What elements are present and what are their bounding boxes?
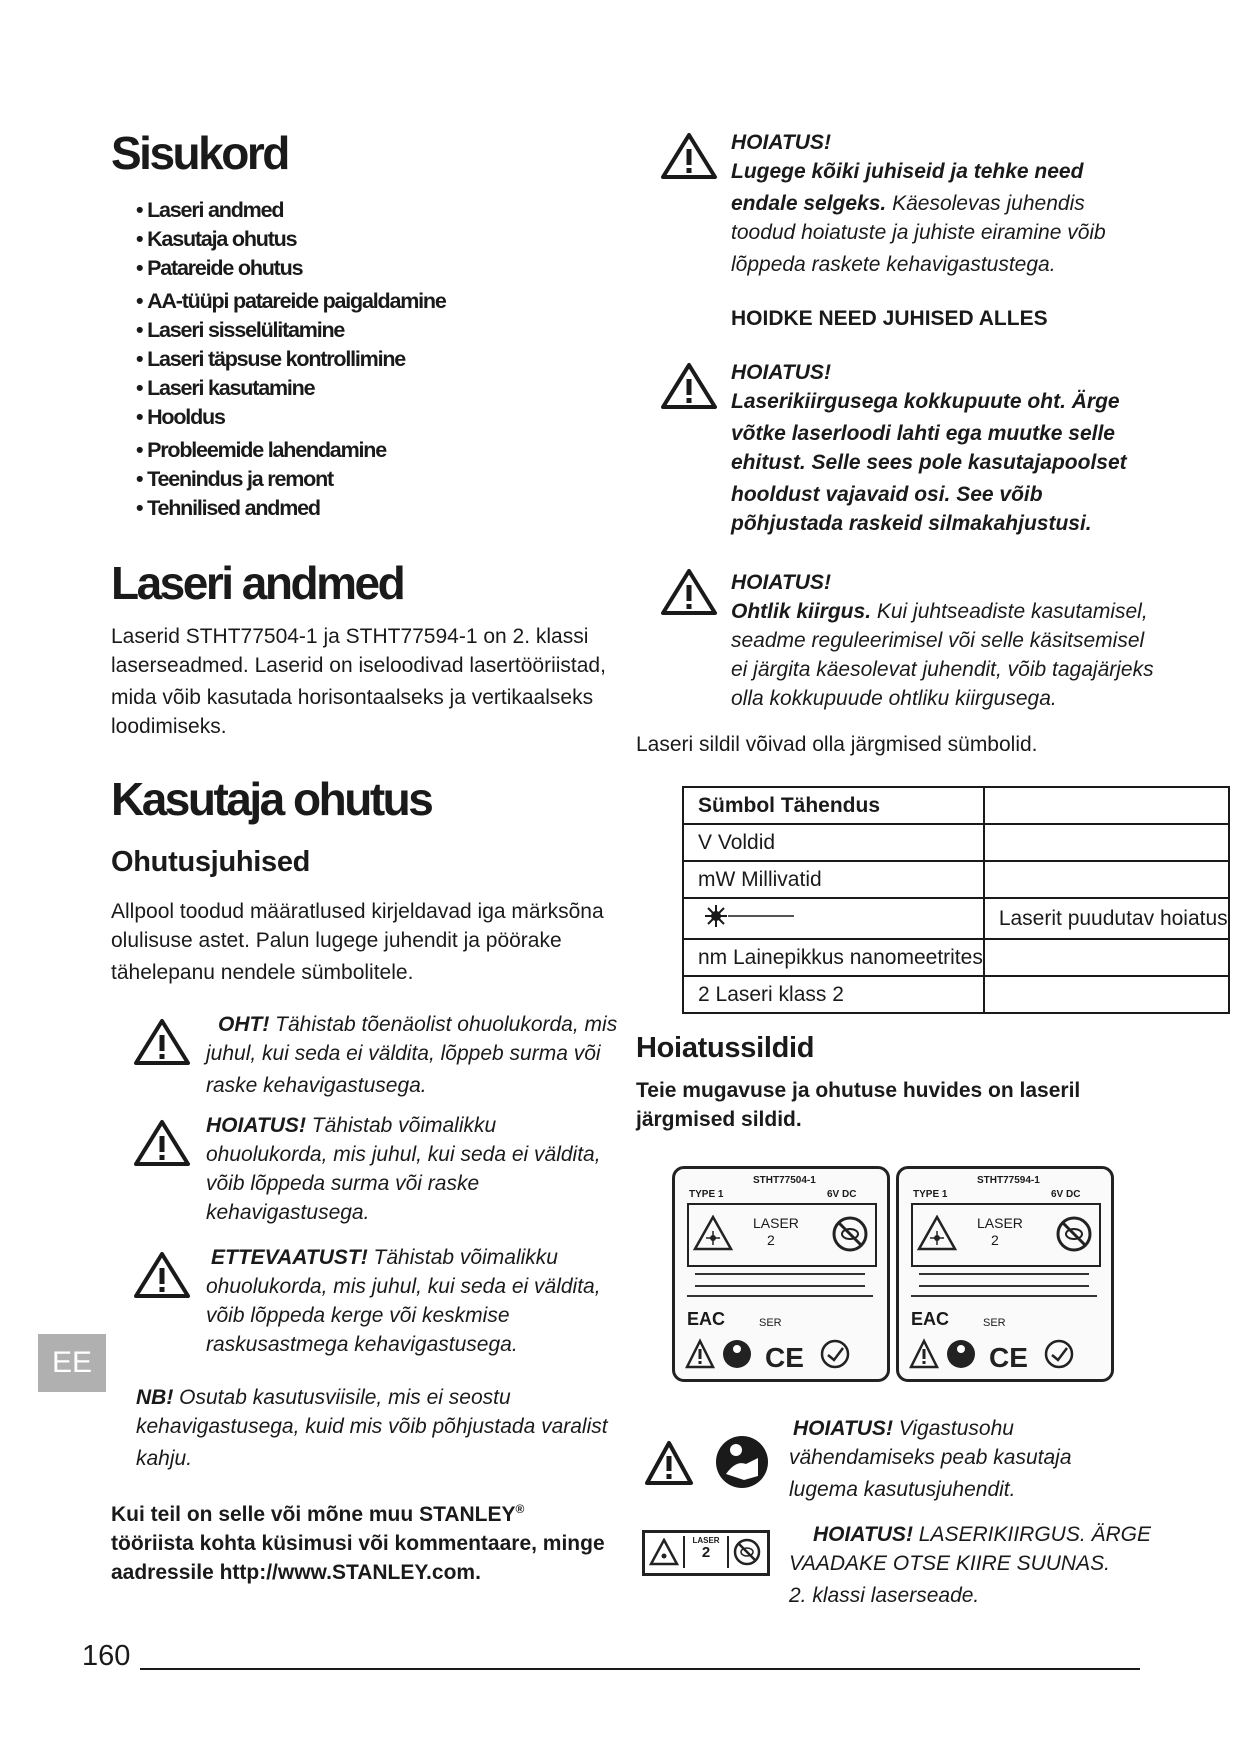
no-stare-icon: [733, 1538, 761, 1566]
serial-label: SER: [983, 1317, 1006, 1329]
text-line: lugema kasutusjuhendit.: [789, 1478, 1016, 1501]
danger-keyword: OHT!: [218, 1013, 270, 1036]
contact-text: [111, 1495, 631, 1587]
text-line: ohuolukorda, mis juhul, kui seda ei väldita,: [206, 1143, 601, 1166]
toc-item[interactable]: • AA-tüüpi patareide paigaldamine: [136, 287, 446, 316]
label-fine-print-line: [919, 1285, 1089, 1287]
laser-beam-icon: [698, 903, 798, 929]
table-row: [683, 976, 1229, 1013]
warning-triangle-icon: [133, 1018, 191, 1066]
label-fine-print-line: [695, 1273, 865, 1275]
certification-icons: [909, 1337, 1099, 1373]
table-cell: nm Lainepikkus nanomeetrites: [683, 939, 984, 976]
warning-keyword: HOIATUS!: [206, 1114, 306, 1137]
laser-data-body: [111, 622, 631, 741]
text-line: ohuolukorda, mis juhul, kui seda ei väldita,: [206, 1275, 601, 1298]
text-line: tööriista kohta küsimusi või kommentaare, minge: [111, 1532, 605, 1555]
text-line: Osutab kasutusviisile, mis ei seostu: [173, 1386, 511, 1409]
label-fine-print-line: [695, 1285, 865, 1287]
warning-keyword: HOIATUS!: [731, 361, 831, 384]
label-warning-panel: [911, 1203, 1101, 1267]
certification-icons: [685, 1337, 875, 1373]
toc-item[interactable]: • Laseri sisselülitamine: [136, 316, 446, 345]
warning-keyword: HOIATUS!: [731, 571, 831, 594]
laser-warning-icon: [649, 1538, 679, 1566]
symbol-table: [682, 786, 1230, 1014]
safety-intro: [111, 897, 631, 987]
labels-intro: [636, 1076, 1080, 1134]
toc-item[interactable]: • Probleemide lahendamine: [136, 436, 446, 465]
warning-laser-radiation: [789, 1520, 1209, 1610]
label-fine-print-line: [687, 1295, 873, 1297]
label-class: 2: [991, 1232, 999, 1248]
product-label-1: [672, 1166, 890, 1382]
language-tab: EE: [38, 1334, 106, 1392]
table-row: [683, 861, 1229, 898]
label-fine-print-line: [911, 1295, 1097, 1297]
warning-triangle-icon: [133, 1119, 191, 1167]
laser-data-title: Laseri andmed: [111, 557, 404, 609]
table-row: [683, 898, 1229, 939]
caution-keyword: ETTEVAATUST!: [211, 1246, 368, 1269]
warning-read-instructions: [731, 128, 1171, 279]
label-laser-text: LASER: [977, 1215, 1023, 1231]
text-line: olla kokkupuude ohtliku kiirgusega.: [731, 687, 1057, 710]
warning-triangle-icon: [660, 568, 718, 616]
label-voltage: 6V DC: [1051, 1189, 1081, 1200]
table-cell: [984, 976, 1229, 1013]
text-line: Vigastusohu: [892, 1417, 1014, 1440]
text-line: järgmised sildid.: [636, 1108, 802, 1131]
svg-text:CE: CE: [989, 1342, 1028, 1373]
text-line: raskusastmega kehavigastusega.: [206, 1333, 518, 1356]
user-safety-title: Kasutaja ohutus: [111, 773, 432, 825]
toc-item[interactable]: • Teenindus ja remont: [136, 465, 446, 494]
mini-label-text-box: [683, 1536, 729, 1568]
mini-laser-label: [642, 1530, 770, 1576]
label-model: STHT77594-1: [977, 1175, 1040, 1186]
toc-item[interactable]: • Tehnilised andmed: [136, 494, 446, 523]
symbols-intro: Laseri sildil võivad olla järgmised sümbolid.: [636, 733, 1038, 756]
laser-warning-icon: [693, 1215, 733, 1251]
text-line: loodimiseks.: [111, 715, 227, 738]
label-model: STHT77504-1: [753, 1175, 816, 1186]
toc-item[interactable]: • Laseri andmed: [136, 196, 446, 225]
toc-item[interactable]: • Patareide ohutus: [136, 254, 446, 283]
text-line: Laserikiirgusega kokkupuute oht. Ärge: [731, 390, 1120, 413]
text-line: vähendamiseks peab kasutaja: [789, 1446, 1072, 1469]
table-row: [683, 824, 1229, 861]
label-type: TYPE 1: [913, 1189, 948, 1200]
text-line: laserseadmed. Laserid on iseloodivad lasertööriistad,: [111, 654, 606, 677]
laser-warning-icon: [917, 1215, 957, 1251]
label-class: 2: [767, 1232, 775, 1248]
warning-triangle-icon: [660, 132, 718, 180]
labels-title: Hoiatussildid: [636, 1032, 815, 1064]
text-line: hooldust vajavaid osi. See võib: [731, 483, 1043, 506]
text-line: seadme reguleerimisel või selle käsitsemisel: [731, 629, 1145, 652]
registered-mark: ®: [515, 1502, 525, 1516]
eac-mark: EAC: [911, 1309, 950, 1329]
safety-subtitle: Ohutusjuhised: [111, 846, 311, 878]
table-cell: [984, 787, 1229, 824]
text-line: VAADAKE OTSE KIIRE SUUNAS.: [789, 1552, 1110, 1575]
table-row: [683, 939, 1229, 976]
footer-rule: [140, 1668, 1140, 1670]
label-voltage: 6V DC: [827, 1189, 857, 1200]
text-line: Teie mugavuse ja ohutuse huvides on laseril: [636, 1079, 1081, 1102]
text-line: kehavigastusega.: [206, 1201, 370, 1224]
danger-definition: [206, 1010, 626, 1100]
text-line: Ohtlik kiirgus.: [731, 600, 872, 623]
text-line: endale selgeks.: [731, 192, 887, 215]
table-row: [683, 787, 1229, 824]
text-line: olulisuse astet. Palun lugege juhendit ja pöörake: [111, 929, 562, 952]
text-line: Laserid STHT77504-1 ja STHT77594-1 on 2. klassi: [111, 625, 589, 648]
table-cell: [683, 898, 984, 939]
caution-definition: [206, 1243, 626, 1359]
text-line: võib lõppeda surma või raske: [206, 1172, 480, 1195]
website-link[interactable]: aadressile http://www.STANLEY.com.: [111, 1561, 481, 1584]
text-line: Tähistab tõenäolist ohuolukorda, mis: [269, 1013, 618, 1036]
text-line: Kui teil on selle või mõne muu: [111, 1503, 420, 1526]
svg-text:CE: CE: [765, 1342, 804, 1373]
table-cell: 2 Laseri klass 2: [683, 976, 984, 1013]
text-line: tähelepanu nendele sümbolitele.: [111, 961, 414, 984]
label-fine-print-line: [919, 1273, 1089, 1275]
text-line: ehitust. Selle sees pole kasutajapoolset: [731, 451, 1127, 474]
text-line: juhul, kui seda ei väldita, lõppeb surma või: [206, 1042, 601, 1065]
warning-hazardous-radiation: [731, 568, 1171, 713]
toc-item[interactable]: • Laseri kasutamine: [136, 374, 446, 403]
table-cell: V Voldid: [683, 824, 984, 861]
text-line: Lugege kõiki juhiseid ja tehke need: [731, 160, 1084, 183]
warning-keyword: HOIATUS!: [793, 1417, 893, 1440]
text-line: kahju.: [136, 1447, 193, 1470]
no-stare-icon: [831, 1215, 869, 1253]
warning-triangle-icon: [133, 1251, 191, 1299]
label-warning-panel: [687, 1203, 877, 1267]
eac-mark: EAC: [687, 1309, 726, 1329]
toc-list: [136, 196, 446, 523]
text-line: võtke laserloodi lahti ega muutke selle: [731, 422, 1115, 445]
warning-laser-exposure: [731, 358, 1171, 538]
warning-triangle-icon: [644, 1440, 694, 1486]
keep-instructions: HOIDKE NEED JUHISED ALLES: [731, 307, 1048, 330]
warning-keyword: HOIATUS!: [731, 131, 831, 154]
mini-label-class: 2: [701, 1544, 711, 1561]
table-header-cell: Sümbol Tähendus: [683, 787, 984, 824]
text-line: Tähistab võimalikku: [367, 1246, 558, 1269]
serial-label: SER: [759, 1317, 782, 1329]
text-line: kehavigastusega, kuid mis võib põhjustada varalist: [136, 1415, 608, 1438]
text-line: mida võib kasutada horisontaalseks ja vertikaalseks: [111, 686, 594, 709]
label-laser-text: LASER: [753, 1215, 799, 1231]
warning-definition: [206, 1111, 626, 1227]
text-line: Käesolevas juhendis: [886, 192, 1085, 215]
toc-item[interactable]: • Hooldus: [136, 403, 446, 432]
table-cell: mW Millivatid: [683, 861, 984, 898]
table-cell: Laserit puudutav hoiatus: [984, 898, 1229, 939]
brand-name: STANLEY: [419, 1503, 516, 1526]
text-line: Kui juhtseadiste kasutamisel,: [871, 600, 1148, 623]
toc-title: Sisukord: [111, 127, 288, 179]
read-manual-icon: [714, 1434, 770, 1490]
text-line: toodud hoiatuste ja juhiste eiramine võib: [731, 221, 1106, 244]
note-keyword: NB!: [136, 1386, 174, 1409]
text-line: LASERIKIIRGUS. ÄRGE: [912, 1523, 1152, 1546]
note-definition: [136, 1383, 636, 1473]
table-cell: [984, 861, 1229, 898]
text-line: Tähistab võimalikku: [305, 1114, 497, 1137]
text-line: ei järgita käesolevat juhendit, võib tagajärjeks: [731, 658, 1154, 681]
text-line: lõppeda raskete kehavigastustega.: [731, 253, 1056, 276]
no-stare-icon: [1055, 1215, 1093, 1253]
warning-triangle-icon: [660, 362, 718, 410]
page-number: 160: [82, 1640, 131, 1672]
warning-keyword: HOIATUS!: [813, 1523, 913, 1546]
label-type: TYPE 1: [689, 1189, 724, 1200]
text-line: 2. klassi laserseade.: [789, 1584, 980, 1607]
toc-item[interactable]: • Laseri täpsuse kontrollimine: [136, 345, 446, 374]
text-line: Allpool toodud määratlused kirjeldavad iga märksõna: [111, 900, 604, 923]
product-label-2: [896, 1166, 1114, 1382]
table-cell: [984, 939, 1229, 976]
toc-item[interactable]: • Kasutaja ohutus: [136, 225, 446, 254]
text-line: põhjustada raskeid silmakahjustusi.: [731, 512, 1092, 535]
warning-read-manual: [789, 1414, 1189, 1504]
text-line: võib lõppeda kerge või keskmise: [206, 1304, 510, 1327]
text-line: raske kehavigastusega.: [206, 1074, 427, 1097]
table-cell: [984, 824, 1229, 861]
mini-label-laser: LASER: [692, 1536, 720, 1545]
